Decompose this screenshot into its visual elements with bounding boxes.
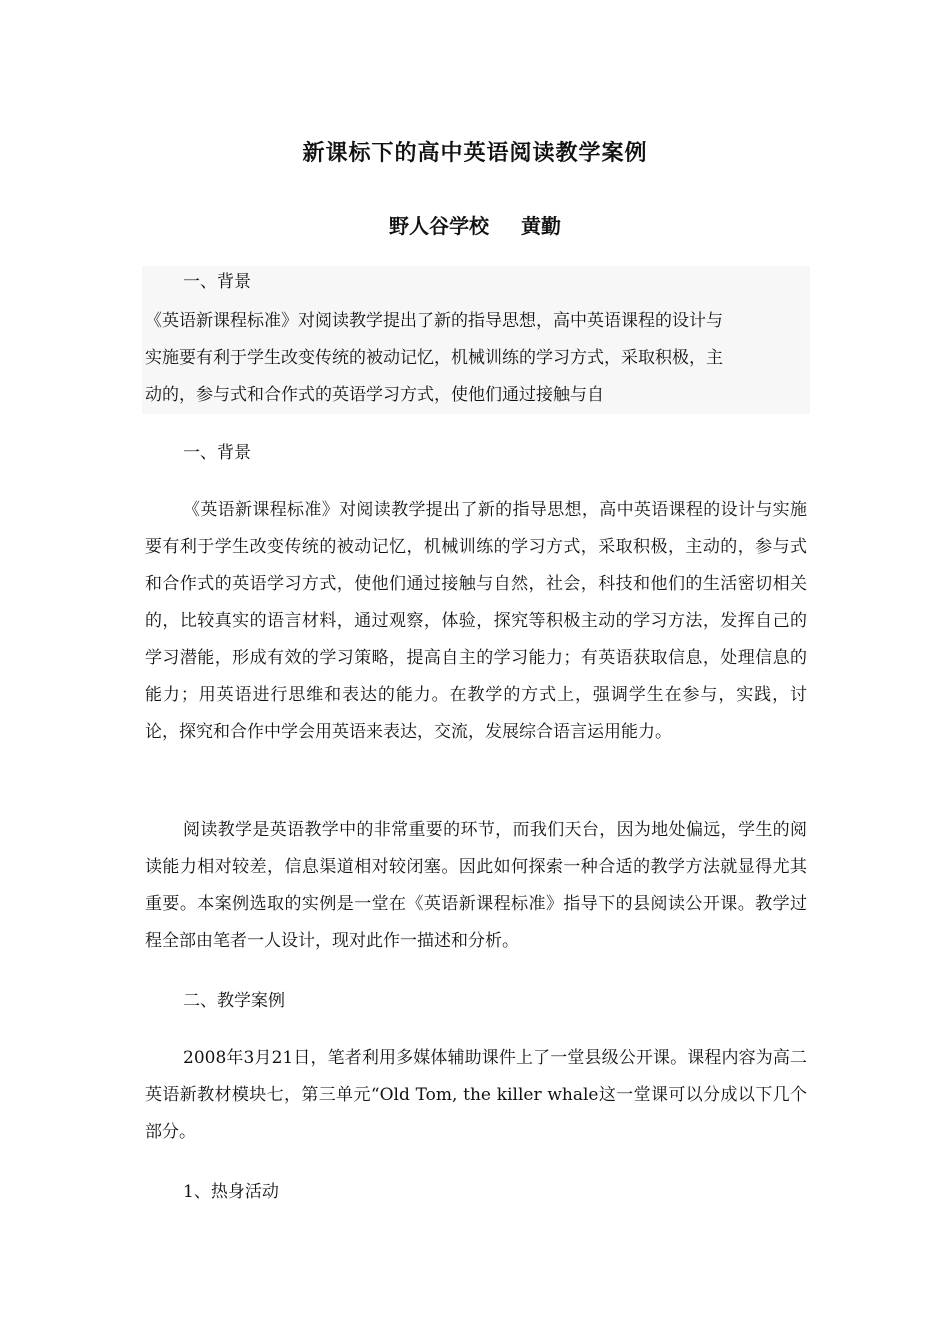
excerpt-heading: 一、背景 xyxy=(183,272,251,292)
author-school: 野人谷学校 xyxy=(389,214,489,238)
paragraph: 《英语新课程标准》对阅读教学提出了新的指导思想，高中英语课程的设计与实施要有利于学生改变传统的被动记忆，机械训练的学习方式，采取积极，主动的，参与式和合作式的英语学习方式，使他们通过接触与自然，社会，科技和他们的生活密切相关的，比较真实的语言材料，通过观察，体验，探究等积极主动的学习方法，发挥自己的学习潜能，形成有效的学习策略，提高自主的学习能力；有英语获取信息，处理信息的能力；用英语进行思维和表达的能力。在教学的方式上，强调学生在参与，实践，讨论，探究和合作中学会用英语来表达，交流，发展综合语言运用能力。 xyxy=(145,500,807,742)
section-heading: 一、背景 xyxy=(183,443,251,463)
section-heading: 二、教学案例 xyxy=(183,991,285,1011)
paragraph: 阅读教学是英语教学中的非常重要的环节，而我们天台，因为地处偏远，学生的阅读能力相对较差，信息渠道相对较闭塞。因此如何探索一种合适的教学方法就显得尤其重要。本案例选取的实例是一堂在《英语新课程标准》指导下的县阅读公开课。教学过程全部由笔者一人设计，现对此作一描述和分析。 xyxy=(145,820,807,951)
excerpt-line: 《英语新课程标准》对阅读教学提出了新的指导思想，高中英语课程的设计与 xyxy=(145,311,723,331)
paragraph: 2008年3月21日，笔者利用多媒体辅助课件上了一堂县级公开课。课程内容为高二英语新教材模块七，第三单元“Old Tom, the killer whale这一堂课可以分成以下几个部分。 xyxy=(145,1048,807,1142)
subsection-heading: 1、热身活动 xyxy=(183,1182,279,1202)
excerpt-line: 动的，参与式和合作式的英语学习方式，使他们通过接触与自 xyxy=(145,385,604,405)
author-name: 黄勤 xyxy=(521,214,561,238)
excerpt-line: 实施要有利于学生改变传统的被动记忆，机械训练的学习方式，采取积极，主 xyxy=(145,348,723,368)
document-title: 新课标下的高中英语阅读教学案例 xyxy=(302,140,648,166)
author-line xyxy=(0,210,950,239)
